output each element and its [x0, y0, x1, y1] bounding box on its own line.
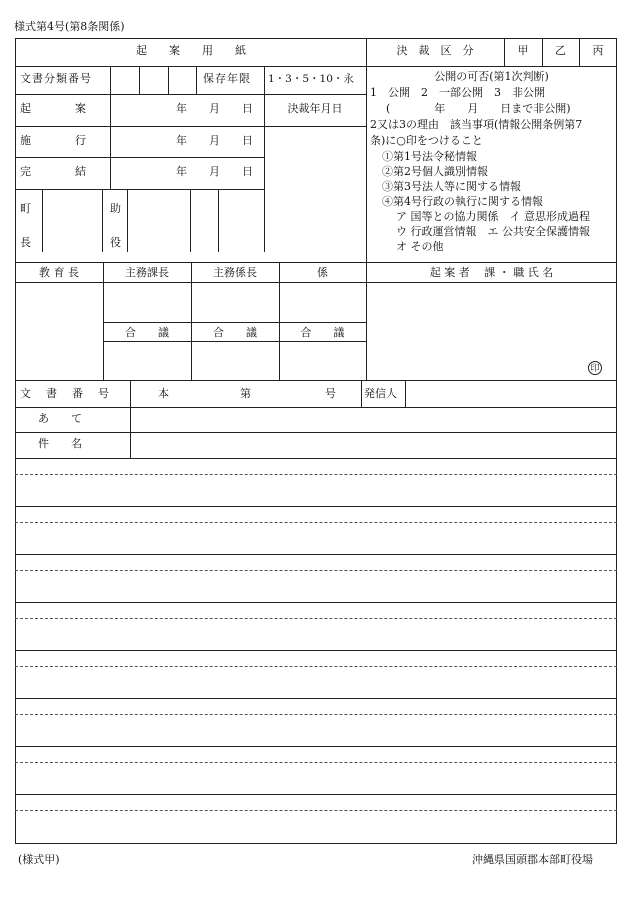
enforced-label: 施 行 [20, 134, 86, 147]
divider [218, 189, 219, 252]
divider [42, 189, 43, 252]
divider [127, 189, 128, 252]
divider [110, 94, 111, 189]
disclosure-reason-cont: 条)に○印をつけること [370, 134, 483, 147]
divider [190, 189, 191, 252]
approver-header-unit-chief: 主務係長 [213, 266, 257, 279]
writing-line [15, 602, 617, 603]
deputy-label-2: 役 [110, 236, 121, 249]
doc-number-hon: 本 [158, 387, 169, 400]
approver-header-section-chief: 主務課長 [125, 266, 169, 279]
row-line [15, 380, 617, 381]
row-line [15, 157, 264, 158]
form-title: 起 案 用 紙 [136, 44, 246, 57]
disclosure-sub-1[interactable]: ア 国等との協力関係 イ 意思形成過程 [396, 210, 590, 223]
doc-class-label: 文書分類番号 [20, 72, 92, 85]
decision-option-kou[interactable]: 甲 [517, 44, 529, 57]
row-line [15, 282, 617, 283]
doc-number-dai[interactable]: 第 [240, 387, 251, 400]
subject-label: 件 名 [38, 437, 82, 450]
writing-line [15, 666, 617, 667]
disclosure-item-4[interactable]: ④第4号行政の執行に関する情報 [382, 195, 543, 208]
drafted-label: 起 案 [20, 102, 86, 115]
writing-line [15, 746, 617, 747]
enforced-date[interactable]: 年 月 日 [176, 134, 253, 147]
consult-label-3: 合 議 [300, 326, 345, 339]
writing-line [15, 762, 617, 763]
disclosure-item-1[interactable]: ①第1号法令秘情報 [382, 150, 477, 163]
row-line [15, 458, 617, 459]
disclosure-reason: 2又は3の理由 該当事項(情報公開条例第7 [370, 118, 583, 131]
decision-option-otsu[interactable]: 乙 [555, 44, 566, 57]
divider [110, 66, 111, 94]
disclosure-options[interactable]: 1 公開 2 一部公開 3 非公開 [370, 86, 545, 99]
disclosure-sub-3[interactable]: オ その他 [396, 240, 444, 253]
divider [102, 189, 103, 252]
consult-label-2: 合 議 [213, 326, 257, 339]
row-line [15, 432, 617, 433]
town-mayor-label-2: 長 [20, 236, 31, 249]
disclosure-item-2[interactable]: ②第2号個人識別情報 [382, 165, 488, 178]
completed-date[interactable]: 年 月 日 [176, 165, 253, 178]
deputy-label-1: 助 [110, 202, 121, 215]
doc-number-gou: 号 [325, 387, 336, 400]
writing-line [15, 794, 617, 795]
writing-line [15, 618, 617, 619]
completed-label: 完 結 [20, 165, 86, 178]
row-line [103, 322, 366, 323]
town-mayor-label-1: 町 [20, 202, 31, 215]
row-line [15, 126, 366, 127]
sender-label: 発信人 [364, 387, 397, 400]
decision-date-label: 決裁年月日 [287, 102, 343, 115]
consult-label-1: 合 議 [125, 326, 169, 339]
writing-line [15, 810, 617, 811]
divider [405, 380, 406, 407]
addressee-label: あ て [38, 412, 82, 425]
writing-line [15, 650, 617, 651]
decision-label: 決 裁 区 分 [396, 44, 474, 57]
divider [196, 66, 197, 94]
writing-line [15, 506, 617, 507]
seal-stamp[interactable]: 印 [588, 361, 602, 375]
form-number: 様式第4号(第8条関係) [14, 20, 125, 33]
row-line [103, 341, 366, 342]
doc-class-cell [168, 66, 169, 94]
writing-line [15, 570, 617, 571]
decision-option-hei[interactable]: 丙 [592, 44, 604, 57]
approver-header-staff: 係 [317, 266, 328, 279]
drafted-date[interactable]: 年 月 日 [176, 102, 253, 115]
row-line [15, 94, 366, 95]
disclosure-item-3[interactable]: ③第3号法人等に関する情報 [382, 180, 521, 193]
row-line [15, 189, 264, 190]
disclosure-title: 公開の可否(第1次判断) [434, 70, 549, 83]
row-line [15, 407, 617, 408]
writing-line [15, 522, 617, 523]
row-line [15, 262, 617, 263]
drafter-header: 起 案 者 課 ・ 職 氏 名 [429, 266, 554, 279]
writing-line [15, 698, 617, 699]
footer-form-type: (様式甲) [18, 853, 60, 866]
writing-line [15, 714, 617, 715]
writing-line [15, 554, 617, 555]
divider [130, 380, 131, 458]
footer-office-name: 沖縄県国頭郡本部町役場 [472, 853, 593, 866]
doc-number-label: 文 書 番 号 [20, 387, 111, 400]
disclosure-until[interactable]: ( 年 月 日まで非公開) [386, 102, 571, 115]
disclosure-sub-2[interactable]: ウ 行政運営情報 エ 公共安全保護情報 [396, 225, 590, 238]
retention-values[interactable]: 1・3・5・10・永 [268, 73, 354, 85]
form-frame [15, 38, 617, 844]
divider [361, 380, 362, 407]
doc-class-cell [139, 66, 140, 94]
approver-header-superintendent: 教 育 長 [39, 266, 79, 279]
row-line [15, 66, 617, 67]
retention-label: 保存年限 [203, 72, 251, 85]
right-column-divider [366, 38, 367, 380]
writing-line [15, 474, 617, 475]
